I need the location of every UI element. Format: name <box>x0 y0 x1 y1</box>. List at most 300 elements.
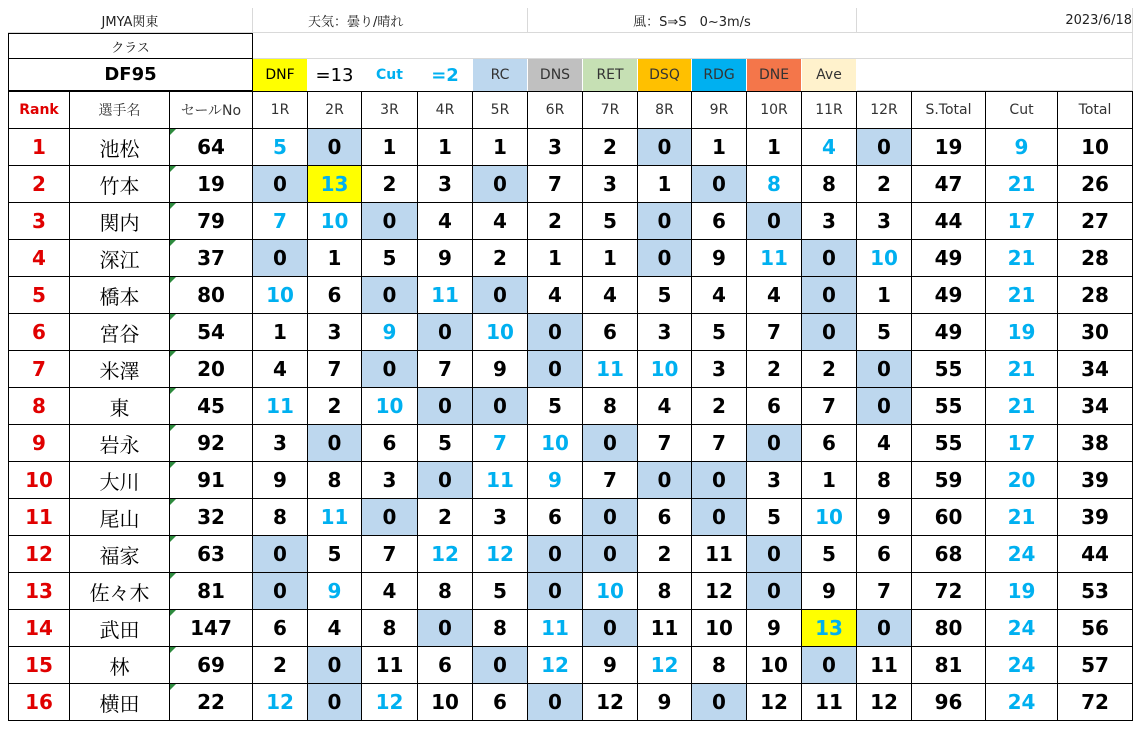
race-2-cell[interactable]: 4 <box>308 610 362 647</box>
race-5-cell[interactable]: 10 <box>473 314 528 351</box>
race-2-cell[interactable]: 2 <box>308 388 362 425</box>
subtotal-cell[interactable]: 59 <box>912 462 986 499</box>
race-6-cell[interactable]: 0 <box>528 684 583 721</box>
header-11[interactable]: 9R <box>692 91 747 129</box>
rank-cell[interactable]: 4 <box>8 240 70 277</box>
class-label-cell[interactable]: クラス <box>8 33 253 59</box>
race-1-cell[interactable]: 8 <box>253 499 308 536</box>
race-11-cell[interactable]: 0 <box>802 277 857 314</box>
race-4-cell[interactable]: 10 <box>418 684 473 721</box>
race-7-cell[interactable]: 3 <box>583 166 638 203</box>
sail-cell[interactable]: 37 <box>170 240 253 277</box>
total-cell[interactable]: 27 <box>1058 203 1133 240</box>
race-7-cell[interactable]: 12 <box>583 684 638 721</box>
rank-cell[interactable]: 3 <box>8 203 70 240</box>
cut-cell[interactable]: 24 <box>986 536 1058 573</box>
race-6-cell[interactable]: 10 <box>528 425 583 462</box>
header-12[interactable]: 10R <box>747 91 802 129</box>
race-6-cell[interactable]: 0 <box>528 536 583 573</box>
race-10-cell[interactable]: 5 <box>747 499 802 536</box>
race-8-cell[interactable]: 4 <box>638 388 692 425</box>
race-1-cell[interactable]: 6 <box>253 610 308 647</box>
rank-cell[interactable]: 5 <box>8 277 70 314</box>
race-2-cell[interactable]: 0 <box>308 425 362 462</box>
total-cell[interactable]: 53 <box>1058 573 1133 610</box>
race-3-cell[interactable]: 11 <box>362 647 418 684</box>
header-8[interactable]: 6R <box>528 91 583 129</box>
rank-cell[interactable]: 13 <box>8 573 70 610</box>
sail-cell[interactable]: 32 <box>170 499 253 536</box>
race-11-cell[interactable]: 7 <box>802 388 857 425</box>
subtotal-cell[interactable]: 44 <box>912 203 986 240</box>
race-2-cell[interactable]: 7 <box>308 351 362 388</box>
race-6-cell[interactable]: 7 <box>528 166 583 203</box>
race-11-cell[interactable]: 0 <box>802 647 857 684</box>
name-cell[interactable]: 関内 <box>70 203 170 240</box>
weather-cell[interactable]: 天気：曇り/晴れ <box>253 8 528 33</box>
race-9-cell[interactable]: 11 <box>692 536 747 573</box>
rank-cell[interactable]: 9 <box>8 425 70 462</box>
race-2-cell[interactable]: 10 <box>308 203 362 240</box>
sail-cell[interactable]: 92 <box>170 425 253 462</box>
race-3-cell[interactable]: 8 <box>362 610 418 647</box>
subtotal-cell[interactable]: 81 <box>912 647 986 684</box>
sail-cell[interactable]: 19 <box>170 166 253 203</box>
race-8-cell[interactable]: 6 <box>638 499 692 536</box>
race-10-cell[interactable]: 0 <box>747 203 802 240</box>
race-5-cell[interactable]: 0 <box>473 277 528 314</box>
rank-cell[interactable]: 2 <box>8 166 70 203</box>
race-12-cell[interactable]: 2 <box>857 166 912 203</box>
legend-blank[interactable] <box>857 59 1133 91</box>
header-5[interactable]: 3R <box>362 91 418 129</box>
rank-cell[interactable]: 12 <box>8 536 70 573</box>
race-4-cell[interactable]: 5 <box>418 425 473 462</box>
race-12-cell[interactable]: 0 <box>857 388 912 425</box>
subtotal-cell[interactable]: 55 <box>912 351 986 388</box>
race-12-cell[interactable]: 9 <box>857 499 912 536</box>
race-2-cell[interactable]: 6 <box>308 277 362 314</box>
race-9-cell[interactable]: 0 <box>692 684 747 721</box>
subtotal-cell[interactable]: 80 <box>912 610 986 647</box>
header-3[interactable]: 1R <box>253 91 308 129</box>
cut-cell[interactable]: 20 <box>986 462 1058 499</box>
rank-cell[interactable]: 10 <box>8 462 70 499</box>
race-4-cell[interactable]: 9 <box>418 240 473 277</box>
subtotal-cell[interactable]: 19 <box>912 129 986 166</box>
race-3-cell[interactable]: 1 <box>362 129 418 166</box>
cut-cell[interactable]: 21 <box>986 166 1058 203</box>
race-1-cell[interactable]: 0 <box>253 166 308 203</box>
race-7-cell[interactable]: 2 <box>583 129 638 166</box>
race-11-cell[interactable]: 8 <box>802 166 857 203</box>
cut-cell[interactable]: 21 <box>986 240 1058 277</box>
race-3-cell[interactable]: 10 <box>362 388 418 425</box>
race-1-cell[interactable]: 11 <box>253 388 308 425</box>
header-1[interactable]: 選手名 <box>70 91 170 129</box>
race-5-cell[interactable]: 5 <box>473 573 528 610</box>
sail-cell[interactable]: 91 <box>170 462 253 499</box>
race-8-cell[interactable]: 10 <box>638 351 692 388</box>
total-cell[interactable]: 34 <box>1058 388 1133 425</box>
race-7-cell[interactable]: 9 <box>583 647 638 684</box>
race-12-cell[interactable]: 6 <box>857 536 912 573</box>
race-11-cell[interactable]: 11 <box>802 684 857 721</box>
cut-cell[interactable]: 9 <box>986 129 1058 166</box>
race-9-cell[interactable]: 0 <box>692 166 747 203</box>
race-10-cell[interactable]: 1 <box>747 129 802 166</box>
header-7[interactable]: 5R <box>473 91 528 129</box>
sail-cell[interactable]: 64 <box>170 129 253 166</box>
race-9-cell[interactable]: 0 <box>692 462 747 499</box>
sail-cell[interactable]: 22 <box>170 684 253 721</box>
legend-6[interactable]: RET <box>583 59 638 91</box>
race-1-cell[interactable]: 1 <box>253 314 308 351</box>
race-10-cell[interactable]: 8 <box>747 166 802 203</box>
race-6-cell[interactable]: 9 <box>528 462 583 499</box>
race-7-cell[interactable]: 10 <box>583 573 638 610</box>
race-6-cell[interactable]: 2 <box>528 203 583 240</box>
header-14[interactable]: 12R <box>857 91 912 129</box>
race-7-cell[interactable]: 4 <box>583 277 638 314</box>
subtotal-cell[interactable]: 60 <box>912 499 986 536</box>
race-1-cell[interactable]: 12 <box>253 684 308 721</box>
race-6-cell[interactable]: 12 <box>528 647 583 684</box>
name-cell[interactable]: 福家 <box>70 536 170 573</box>
class-value-cell[interactable]: DF95 <box>8 59 253 91</box>
race-6-cell[interactable]: 3 <box>528 129 583 166</box>
race-3-cell[interactable]: 3 <box>362 462 418 499</box>
race-6-cell[interactable]: 0 <box>528 314 583 351</box>
subtotal-cell[interactable]: 49 <box>912 277 986 314</box>
race-4-cell[interactable]: 0 <box>418 388 473 425</box>
race-2-cell[interactable]: 0 <box>308 684 362 721</box>
cut-cell[interactable]: 17 <box>986 425 1058 462</box>
race-1-cell[interactable]: 7 <box>253 203 308 240</box>
race-1-cell[interactable]: 3 <box>253 425 308 462</box>
race-8-cell[interactable]: 12 <box>638 647 692 684</box>
race-9-cell[interactable]: 4 <box>692 277 747 314</box>
race-3-cell[interactable]: 0 <box>362 277 418 314</box>
legend-1[interactable]: =13 <box>308 59 362 91</box>
race-11-cell[interactable]: 1 <box>802 462 857 499</box>
race-8-cell[interactable]: 9 <box>638 684 692 721</box>
race-10-cell[interactable]: 11 <box>747 240 802 277</box>
race-7-cell[interactable]: 8 <box>583 388 638 425</box>
sail-cell[interactable]: 54 <box>170 314 253 351</box>
race-1-cell[interactable]: 9 <box>253 462 308 499</box>
name-cell[interactable]: 大川 <box>70 462 170 499</box>
race-8-cell[interactable]: 8 <box>638 573 692 610</box>
race-4-cell[interactable]: 4 <box>418 203 473 240</box>
subtotal-cell[interactable]: 55 <box>912 388 986 425</box>
race-7-cell[interactable]: 0 <box>583 536 638 573</box>
cut-cell[interactable]: 21 <box>986 388 1058 425</box>
total-cell[interactable]: 72 <box>1058 684 1133 721</box>
race-5-cell[interactable]: 7 <box>473 425 528 462</box>
race-2-cell[interactable]: 13 <box>308 166 362 203</box>
name-cell[interactable]: 尾山 <box>70 499 170 536</box>
rank-cell[interactable]: 11 <box>8 499 70 536</box>
race-8-cell[interactable]: 0 <box>638 240 692 277</box>
race-5-cell[interactable]: 11 <box>473 462 528 499</box>
header-4[interactable]: 2R <box>308 91 362 129</box>
race-2-cell[interactable]: 11 <box>308 499 362 536</box>
race-8-cell[interactable]: 11 <box>638 610 692 647</box>
race-10-cell[interactable]: 7 <box>747 314 802 351</box>
race-11-cell[interactable]: 9 <box>802 573 857 610</box>
race-4-cell[interactable]: 7 <box>418 351 473 388</box>
race-1-cell[interactable]: 10 <box>253 277 308 314</box>
name-cell[interactable]: 横田 <box>70 684 170 721</box>
race-12-cell[interactable]: 10 <box>857 240 912 277</box>
race-2-cell[interactable]: 3 <box>308 314 362 351</box>
race-12-cell[interactable]: 8 <box>857 462 912 499</box>
race-1-cell[interactable]: 4 <box>253 351 308 388</box>
name-cell[interactable]: 橋本 <box>70 277 170 314</box>
header-2[interactable]: セールNo <box>170 91 253 129</box>
race-3-cell[interactable]: 9 <box>362 314 418 351</box>
race-7-cell[interactable]: 7 <box>583 462 638 499</box>
rank-cell[interactable]: 6 <box>8 314 70 351</box>
header-16[interactable]: Cut <box>986 91 1058 129</box>
legend-0[interactable]: DNF <box>253 59 308 91</box>
sail-cell[interactable]: 69 <box>170 647 253 684</box>
race-5-cell[interactable]: 12 <box>473 536 528 573</box>
header-9[interactable]: 7R <box>583 91 638 129</box>
race-5-cell[interactable]: 1 <box>473 129 528 166</box>
legend-4[interactable]: RC <box>473 59 528 91</box>
race-2-cell[interactable]: 9 <box>308 573 362 610</box>
header-10[interactable]: 8R <box>638 91 692 129</box>
race-3-cell[interactable]: 2 <box>362 166 418 203</box>
race-7-cell[interactable]: 0 <box>583 425 638 462</box>
race-8-cell[interactable]: 1 <box>638 166 692 203</box>
race-3-cell[interactable]: 0 <box>362 203 418 240</box>
race-2-cell[interactable]: 8 <box>308 462 362 499</box>
subtotal-cell[interactable]: 49 <box>912 314 986 351</box>
wind-cell[interactable]: 風：S⇒S 0~3m/s <box>528 8 857 33</box>
race-3-cell[interactable]: 0 <box>362 499 418 536</box>
race-3-cell[interactable]: 0 <box>362 351 418 388</box>
race-9-cell[interactable]: 1 <box>692 129 747 166</box>
cut-cell[interactable]: 19 <box>986 314 1058 351</box>
race-11-cell[interactable]: 4 <box>802 129 857 166</box>
legend-5[interactable]: DNS <box>528 59 583 91</box>
name-cell[interactable]: 宮谷 <box>70 314 170 351</box>
race-8-cell[interactable]: 0 <box>638 129 692 166</box>
name-cell[interactable]: 池松 <box>70 129 170 166</box>
race-7-cell[interactable]: 1 <box>583 240 638 277</box>
subtotal-cell[interactable]: 47 <box>912 166 986 203</box>
race-3-cell[interactable]: 7 <box>362 536 418 573</box>
cut-cell[interactable]: 24 <box>986 647 1058 684</box>
race-1-cell[interactable]: 0 <box>253 240 308 277</box>
race-6-cell[interactable]: 0 <box>528 573 583 610</box>
race-11-cell[interactable]: 5 <box>802 536 857 573</box>
race-4-cell[interactable]: 0 <box>418 314 473 351</box>
race-6-cell[interactable]: 0 <box>528 351 583 388</box>
race-11-cell[interactable]: 3 <box>802 203 857 240</box>
rank-cell[interactable]: 14 <box>8 610 70 647</box>
race-10-cell[interactable]: 10 <box>747 647 802 684</box>
legend-7[interactable]: DSQ <box>638 59 692 91</box>
cut-cell[interactable]: 17 <box>986 203 1058 240</box>
race-2-cell[interactable]: 5 <box>308 536 362 573</box>
race-10-cell[interactable]: 2 <box>747 351 802 388</box>
race-12-cell[interactable]: 3 <box>857 203 912 240</box>
race-3-cell[interactable]: 12 <box>362 684 418 721</box>
race-11-cell[interactable]: 6 <box>802 425 857 462</box>
race-5-cell[interactable]: 4 <box>473 203 528 240</box>
race-9-cell[interactable]: 10 <box>692 610 747 647</box>
race-9-cell[interactable]: 8 <box>692 647 747 684</box>
race-12-cell[interactable]: 0 <box>857 351 912 388</box>
total-cell[interactable]: 28 <box>1058 240 1133 277</box>
race-10-cell[interactable]: 6 <box>747 388 802 425</box>
race-11-cell[interactable]: 10 <box>802 499 857 536</box>
subtotal-cell[interactable]: 55 <box>912 425 986 462</box>
total-cell[interactable]: 38 <box>1058 425 1133 462</box>
cut-cell[interactable]: 19 <box>986 573 1058 610</box>
total-cell[interactable]: 44 <box>1058 536 1133 573</box>
race-2-cell[interactable]: 0 <box>308 647 362 684</box>
race-11-cell[interactable]: 2 <box>802 351 857 388</box>
race-4-cell[interactable]: 11 <box>418 277 473 314</box>
cut-cell[interactable]: 21 <box>986 351 1058 388</box>
race-10-cell[interactable]: 4 <box>747 277 802 314</box>
race-9-cell[interactable]: 6 <box>692 203 747 240</box>
race-4-cell[interactable]: 2 <box>418 499 473 536</box>
race-9-cell[interactable]: 3 <box>692 351 747 388</box>
race-4-cell[interactable]: 3 <box>418 166 473 203</box>
race-4-cell[interactable]: 8 <box>418 573 473 610</box>
race-1-cell[interactable]: 0 <box>253 536 308 573</box>
legend-3[interactable]: =2 <box>418 59 473 91</box>
race-5-cell[interactable]: 0 <box>473 166 528 203</box>
race-6-cell[interactable]: 4 <box>528 277 583 314</box>
race-12-cell[interactable]: 12 <box>857 684 912 721</box>
sail-cell[interactable]: 63 <box>170 536 253 573</box>
sail-cell[interactable]: 80 <box>170 277 253 314</box>
sail-cell[interactable]: 20 <box>170 351 253 388</box>
race-11-cell[interactable]: 13 <box>802 610 857 647</box>
rank-cell[interactable]: 15 <box>8 647 70 684</box>
subtotal-cell[interactable]: 68 <box>912 536 986 573</box>
name-cell[interactable]: 東 <box>70 388 170 425</box>
race-9-cell[interactable]: 9 <box>692 240 747 277</box>
race-10-cell[interactable]: 0 <box>747 573 802 610</box>
race-4-cell[interactable]: 1 <box>418 129 473 166</box>
subtotal-cell[interactable]: 72 <box>912 573 986 610</box>
race-10-cell[interactable]: 3 <box>747 462 802 499</box>
race-12-cell[interactable]: 0 <box>857 610 912 647</box>
total-cell[interactable]: 57 <box>1058 647 1133 684</box>
legend-9[interactable]: DNE <box>747 59 802 91</box>
race-12-cell[interactable]: 1 <box>857 277 912 314</box>
race-4-cell[interactable]: 12 <box>418 536 473 573</box>
race-4-cell[interactable]: 6 <box>418 647 473 684</box>
race-8-cell[interactable]: 0 <box>638 462 692 499</box>
race-5-cell[interactable]: 0 <box>473 388 528 425</box>
sail-cell[interactable]: 45 <box>170 388 253 425</box>
cut-cell[interactable]: 21 <box>986 277 1058 314</box>
race-10-cell[interactable]: 0 <box>747 425 802 462</box>
sail-cell[interactable]: 81 <box>170 573 253 610</box>
race-11-cell[interactable]: 0 <box>802 314 857 351</box>
sail-cell[interactable]: 147 <box>170 610 253 647</box>
race-5-cell[interactable]: 3 <box>473 499 528 536</box>
race-5-cell[interactable]: 0 <box>473 647 528 684</box>
race-4-cell[interactable]: 0 <box>418 610 473 647</box>
race-9-cell[interactable]: 12 <box>692 573 747 610</box>
race-10-cell[interactable]: 0 <box>747 536 802 573</box>
race-5-cell[interactable]: 6 <box>473 684 528 721</box>
rank-cell[interactable]: 16 <box>8 684 70 721</box>
race-12-cell[interactable]: 4 <box>857 425 912 462</box>
race-8-cell[interactable]: 2 <box>638 536 692 573</box>
race-9-cell[interactable]: 7 <box>692 425 747 462</box>
race-7-cell[interactable]: 5 <box>583 203 638 240</box>
race-1-cell[interactable]: 2 <box>253 647 308 684</box>
race-2-cell[interactable]: 1 <box>308 240 362 277</box>
org-cell[interactable]: JMYA関東 <box>8 8 253 33</box>
subtotal-cell[interactable]: 96 <box>912 684 986 721</box>
rank-cell[interactable]: 1 <box>8 129 70 166</box>
race-5-cell[interactable]: 8 <box>473 610 528 647</box>
race-7-cell[interactable]: 6 <box>583 314 638 351</box>
cut-cell[interactable]: 24 <box>986 684 1058 721</box>
blank-cell[interactable] <box>253 33 1133 59</box>
total-cell[interactable]: 34 <box>1058 351 1133 388</box>
race-9-cell[interactable]: 2 <box>692 388 747 425</box>
total-cell[interactable]: 56 <box>1058 610 1133 647</box>
total-cell[interactable]: 39 <box>1058 462 1133 499</box>
race-10-cell[interactable]: 12 <box>747 684 802 721</box>
race-8-cell[interactable]: 5 <box>638 277 692 314</box>
race-10-cell[interactable]: 9 <box>747 610 802 647</box>
total-cell[interactable]: 26 <box>1058 166 1133 203</box>
cut-cell[interactable]: 21 <box>986 499 1058 536</box>
name-cell[interactable]: 米澤 <box>70 351 170 388</box>
race-7-cell[interactable]: 11 <box>583 351 638 388</box>
race-3-cell[interactable]: 6 <box>362 425 418 462</box>
race-6-cell[interactable]: 5 <box>528 388 583 425</box>
race-7-cell[interactable]: 0 <box>583 610 638 647</box>
rank-cell[interactable]: 7 <box>8 351 70 388</box>
name-cell[interactable]: 深江 <box>70 240 170 277</box>
race-6-cell[interactable]: 6 <box>528 499 583 536</box>
header-0[interactable]: Rank <box>8 91 70 129</box>
name-cell[interactable]: 岩永 <box>70 425 170 462</box>
race-12-cell[interactable]: 11 <box>857 647 912 684</box>
name-cell[interactable]: 竹本 <box>70 166 170 203</box>
sail-cell[interactable]: 79 <box>170 203 253 240</box>
race-6-cell[interactable]: 1 <box>528 240 583 277</box>
race-9-cell[interactable]: 0 <box>692 499 747 536</box>
race-12-cell[interactable]: 0 <box>857 129 912 166</box>
cut-cell[interactable]: 24 <box>986 610 1058 647</box>
total-cell[interactable]: 30 <box>1058 314 1133 351</box>
header-13[interactable]: 11R <box>802 91 857 129</box>
race-5-cell[interactable]: 9 <box>473 351 528 388</box>
header-17[interactable]: Total <box>1058 91 1133 129</box>
rank-cell[interactable]: 8 <box>8 388 70 425</box>
name-cell[interactable]: 武田 <box>70 610 170 647</box>
legend-8[interactable]: RDG <box>692 59 747 91</box>
legend-10[interactable]: Ave <box>802 59 857 91</box>
race-12-cell[interactable]: 7 <box>857 573 912 610</box>
